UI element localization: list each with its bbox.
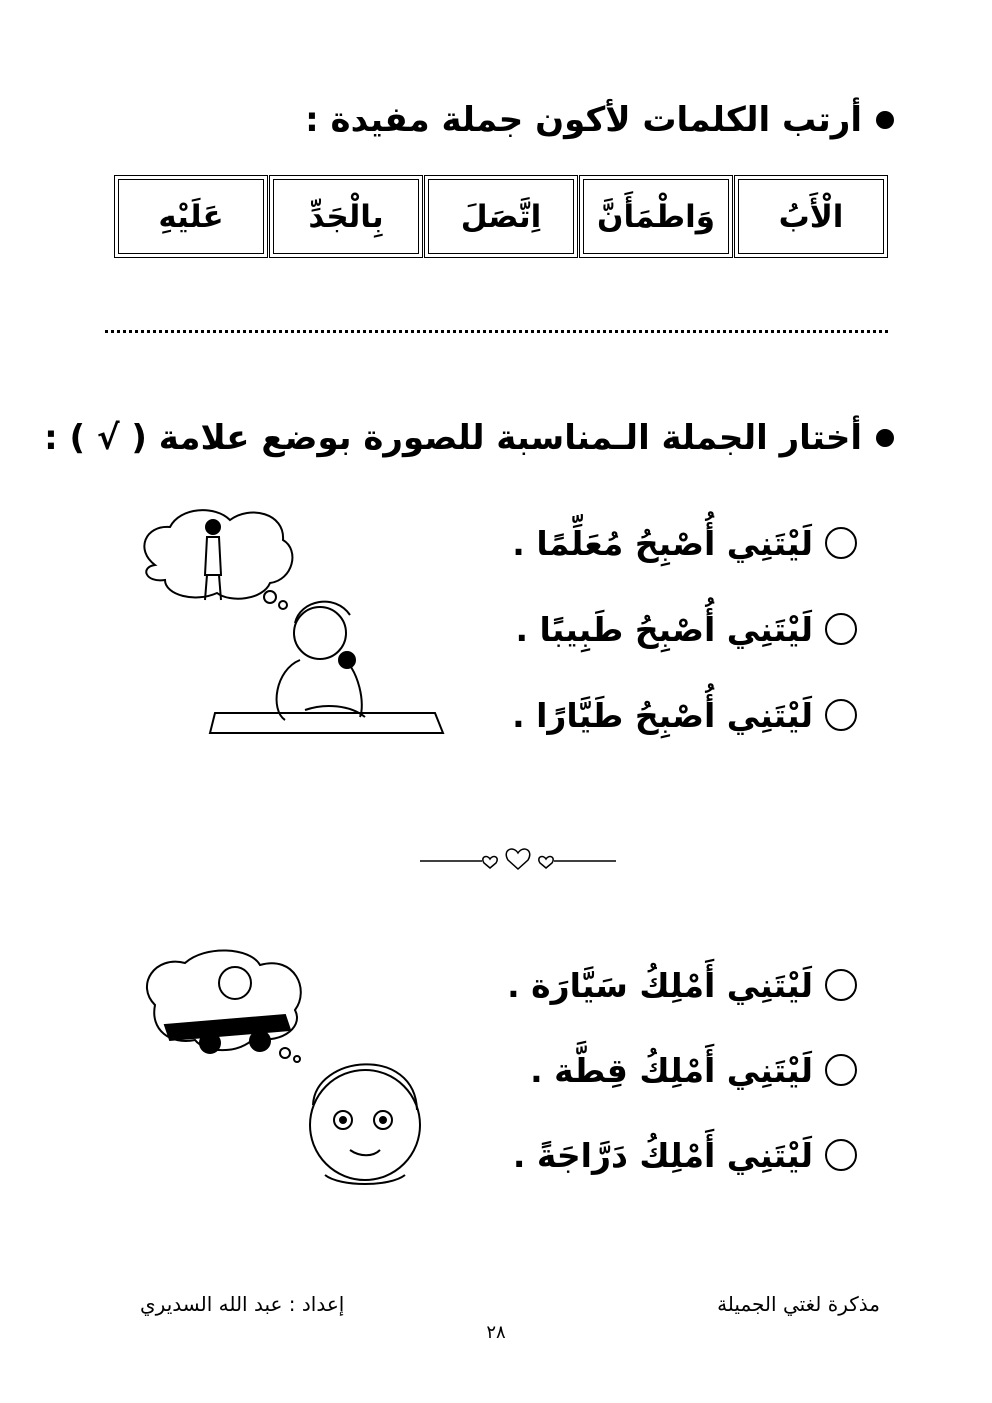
radio-circle-icon[interactable] — [825, 969, 857, 1001]
bullet-icon — [876, 111, 894, 129]
footer-title: مذكرة لغتي الجميلة — [717, 1292, 880, 1316]
option-item[interactable] — [507, 1050, 857, 1090]
word-box: وَاطْمَأَنَّ — [583, 179, 729, 254]
page-number: ٢٨ — [486, 1322, 506, 1343]
word-boxes — [118, 179, 884, 254]
section2-heading — [44, 418, 894, 458]
radio-circle-icon[interactable] — [825, 527, 857, 559]
option-text: لَيْتَنِي أَمْلِكُ قِطَّة . — [530, 1050, 813, 1090]
radio-circle-icon[interactable] — [825, 613, 857, 645]
radio-circle-icon[interactable] — [825, 1139, 857, 1171]
word-box: الْأَبُ — [738, 179, 884, 254]
options-group-2 — [507, 965, 857, 1175]
section1-heading-text: أرتب الكلمات لأكون جملة مفيدة : — [305, 100, 862, 140]
hearts-divider — [420, 845, 616, 875]
bullet-icon — [876, 429, 894, 447]
option-text: لَيْتَنِي أَمْلِكُ دَرَّاجَةً . — [512, 1135, 813, 1175]
radio-circle-icon[interactable] — [825, 699, 857, 731]
option-item[interactable] — [507, 1135, 857, 1175]
option-text: لَيْتَنِي أَمْلِكُ سَيَّارَة . — [507, 965, 813, 1005]
word-box: اِتَّصَلَ — [428, 179, 574, 254]
option-item[interactable] — [512, 523, 857, 563]
radio-circle-icon[interactable] — [825, 1054, 857, 1086]
option-item[interactable] — [512, 609, 857, 649]
word-box: عَلَيْهِ — [118, 179, 264, 254]
section2-heading-text: أختار الجملة الـمناسبة للصورة بوضع علامة ( √ ) : — [44, 418, 862, 458]
footer-author: إعداد : عبد الله السديري — [140, 1292, 345, 1316]
option-text: لَيْتَنِي أُصْبِحُ مُعَلِّمًا . — [512, 523, 813, 563]
options-group-1 — [512, 523, 857, 735]
section1-heading — [305, 100, 894, 140]
option-text: لَيْتَنِي أُصْبِحُ طَبِيبًا . — [515, 609, 813, 649]
option-item[interactable] — [512, 695, 857, 735]
option-item[interactable] — [507, 965, 857, 1005]
answer-line — [105, 330, 888, 333]
word-box: بِالْجَدِّ — [273, 179, 419, 254]
boy-dreaming-illustration — [135, 505, 455, 740]
option-text: لَيْتَنِي أُصْبِحُ طَيَّارًا . — [512, 695, 813, 735]
boy-dreaming-car-illustration — [135, 945, 435, 1190]
